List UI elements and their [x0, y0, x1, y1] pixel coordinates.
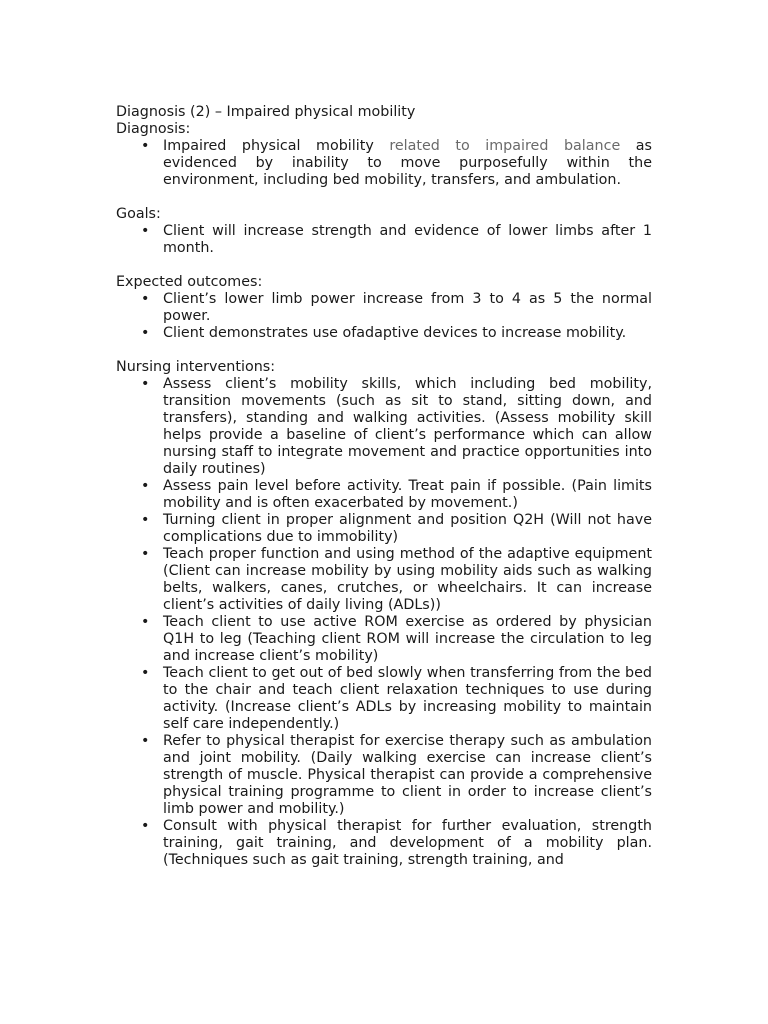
- interventions-list: [116, 376, 652, 869]
- goal-item: • Client will increase strength and evidence of lower limbs after 1 month.: [116, 223, 652, 257]
- intervention-item: • Teach client to get out of bed slowly when transferring from the bed to the chair and teach client relaxation techniques to use during activity. (Increase client’s ADLs by increasing mobility to maintain self care independently.): [116, 665, 652, 733]
- outcome-item: • Client’s lower limb power increase from 3 to 4 as 5 the normal power.: [116, 291, 652, 325]
- intervention-item: • Assess client’s mobility skills, which including bed mobility, transition movements (such as sit to stand, sitting down, and transfers), standing and walking activities. (Assess mobility skill helps provide a baseline of client’s performance which can allow nursing staff to integrate movement and practice opportunities into daily routines): [116, 376, 652, 478]
- outcomes-list: [116, 291, 652, 342]
- outcome-item: • Client demonstrates use ofadaptive devices to increase mobility.: [116, 325, 652, 342]
- spacer: [116, 342, 652, 359]
- goals-list: [116, 223, 652, 257]
- intervention-item: • Turning client in proper alignment and position Q2H (Will not have complications due to immobility): [116, 512, 652, 546]
- interventions-heading: Nursing interventions:: [116, 359, 276, 375]
- spacer: [116, 189, 652, 206]
- diagnosis-list: [116, 138, 652, 189]
- diagnosis-item: • Impaired physical mobility related to impaired balance as evidenced by inability to move purposefully within the environment, including bed mobility, transfers, and ambulation.: [116, 138, 652, 189]
- document-body: [116, 104, 652, 869]
- intervention-item: • Teach client to use active ROM exercise as ordered by physician Q1H to leg (Teaching client ROM will increase the circulation to leg and increase client’s mobility): [116, 614, 652, 665]
- highlighted-text: related to impaired balance: [389, 138, 621, 154]
- outcomes-heading: Expected outcomes:: [116, 274, 263, 290]
- spacer: [116, 257, 652, 274]
- diagnosis-heading: Diagnosis:: [116, 121, 191, 137]
- goals-heading: Goals:: [116, 206, 161, 222]
- intervention-item: • Refer to physical therapist for exercise therapy such as ambulation and joint mobility. (Daily walking exercise can increase client’s strength of muscle. Physical therapist can provide a comprehensive physical training programme to client in order to increase client’s limb power and mobility.): [116, 733, 652, 818]
- intervention-item: • Consult with physical therapist for further evaluation, strength training, gait training, and development of a mobility plan. (Techniques such as gait training, strength training, and: [116, 818, 652, 869]
- document-title: Diagnosis (2) – Impaired physical mobility: [116, 104, 416, 120]
- intervention-item: • Assess pain level before activity. Treat pain if possible. (Pain limits mobility and is often exacerbated by movement.): [116, 478, 652, 512]
- intervention-item: • Teach proper function and using method of the adaptive equipment (Client can increase mobility by using mobility aids such as walking belts, walkers, canes, crutches, or wheelchairs. It can increase client’s activities of daily living (ADLs)): [116, 546, 652, 614]
